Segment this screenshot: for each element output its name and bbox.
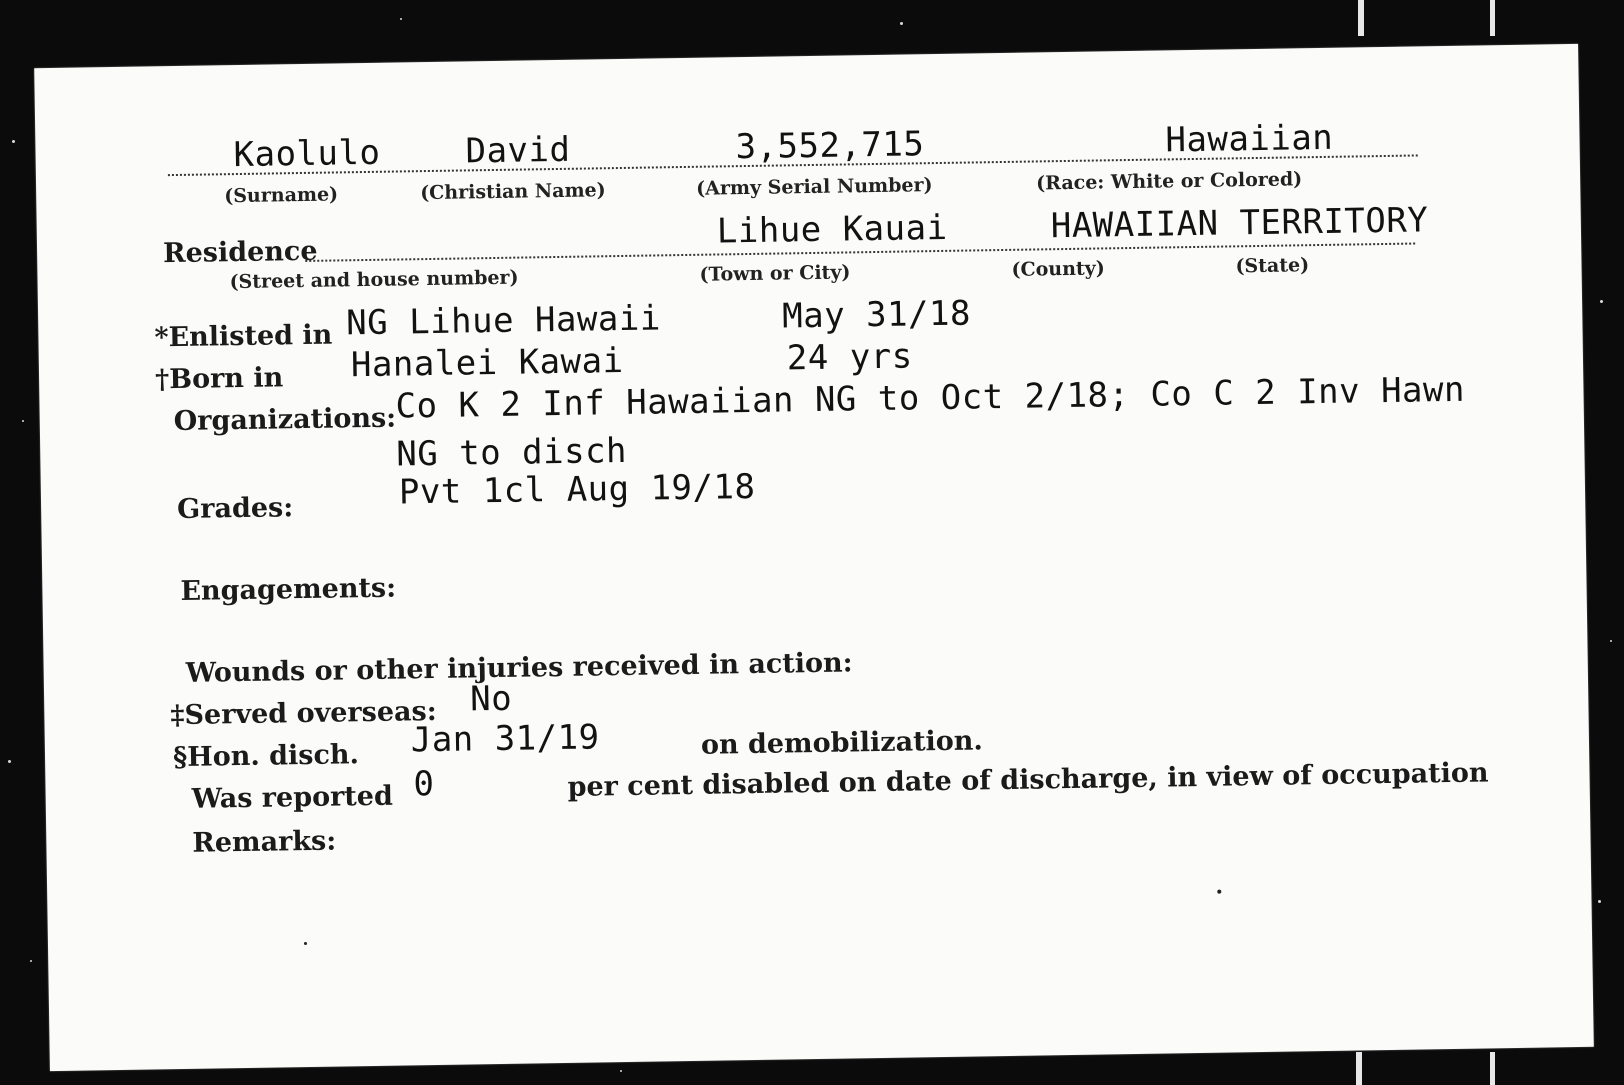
county-caption: (County) <box>1011 257 1105 281</box>
christian-name-caption: (Christian Name) <box>420 179 606 205</box>
film-speck <box>400 18 402 20</box>
christian-name-value: David <box>465 129 571 172</box>
town-caption: (Town or City) <box>699 261 851 286</box>
remarks-label: Remarks: <box>192 825 337 859</box>
film-edge-mark <box>1356 1052 1362 1085</box>
wounds-label: Wounds or other injuries received in action: <box>185 647 853 689</box>
film-edge-mark <box>1490 1052 1495 1085</box>
street-caption: (Street and house number) <box>229 266 519 294</box>
disability-statement-text: per cent disabled on date of discharge, in view of occupation <box>567 757 1489 803</box>
grades-value: Pvt 1cl Aug 19/18 <box>398 466 756 513</box>
film-speck <box>1610 640 1612 642</box>
film-speck <box>1600 300 1603 303</box>
enlisted-label: *Enlisted in <box>154 319 333 354</box>
born-label: †Born in <box>154 362 284 396</box>
surname-value: Kaolulo <box>233 132 381 176</box>
enlisted-place-value: NG Lihue Hawaii <box>345 298 662 344</box>
film-speck <box>900 22 903 25</box>
film-speck <box>8 760 11 763</box>
state-value: HAWAIIAN TERRITORY <box>1050 200 1429 247</box>
served-overseas-value: No <box>469 678 513 720</box>
born-age-value: 24 yrs <box>786 336 913 379</box>
ink-speck <box>1217 890 1221 894</box>
organizations-line-2: NG to disch <box>396 430 628 475</box>
born-place-value: Hanalei Kawai <box>350 340 624 386</box>
ink-speck <box>304 942 307 945</box>
state-caption: (State) <box>1235 254 1310 278</box>
organizations-line-1: Co K 2 Inf Hawaiian NG to Oct 2/18; Co C 2 Inv Hawn <box>395 369 1466 427</box>
reported-label: Was reported <box>191 780 394 815</box>
discharge-reason-text: on demobilization. <box>700 725 984 761</box>
film-edge-mark <box>1490 0 1495 36</box>
film-speck <box>12 140 15 143</box>
film-speck <box>30 960 32 962</box>
town-value: Lihue Kauai <box>716 207 948 252</box>
film-speck <box>620 1070 622 1072</box>
residence-label: Residence <box>162 235 318 270</box>
honorable-discharge-label: §Hon. disch. <box>172 739 360 774</box>
film-edge-mark <box>1358 0 1364 36</box>
film-speck <box>22 420 24 422</box>
film-speck <box>1598 900 1601 903</box>
grades-label: Grades: <box>176 492 294 525</box>
enlisted-date-value: May 31/18 <box>781 293 972 337</box>
race-value: Hawaiian <box>1165 117 1334 161</box>
serial-number-caption: (Army Serial Number) <box>696 174 933 200</box>
engagements-label: Engagements: <box>180 572 397 607</box>
disability-percent-value: 0 <box>413 763 435 805</box>
serial-number-value: 3,552,715 <box>735 124 925 168</box>
discharge-date-value: Jan 31/19 <box>410 717 600 761</box>
race-caption: (Race: White or Colored) <box>1035 168 1303 195</box>
service-record-card <box>34 44 1594 1071</box>
surname-caption: (Surname) <box>224 183 339 208</box>
organizations-label: Organizations: <box>173 402 397 438</box>
served-overseas-label: ‡Served overseas: <box>170 695 437 732</box>
